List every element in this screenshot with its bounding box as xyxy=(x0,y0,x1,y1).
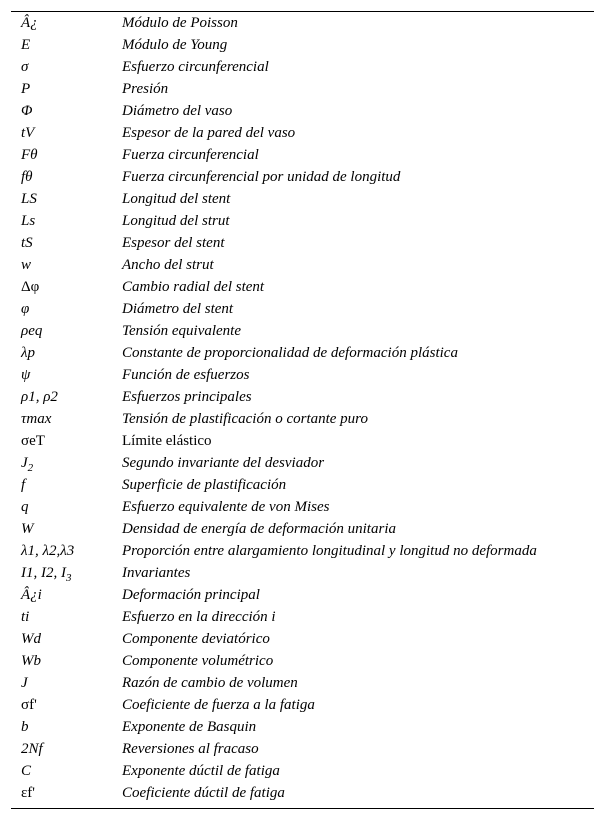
symbol-cell xyxy=(11,518,121,540)
symbol-text: ti xyxy=(21,609,30,625)
description-cell: Esfuerzo circunferencial xyxy=(122,59,269,75)
symbol-cell xyxy=(11,166,121,188)
table-row xyxy=(11,738,594,760)
symbol-cell xyxy=(11,254,121,276)
description-cell: Proporción entre alargamiento longitudinal y longitud no deformada xyxy=(122,543,537,559)
symbol-text: tV xyxy=(21,125,35,141)
description-cell: Tensión equivalente xyxy=(122,323,242,339)
symbol-cell xyxy=(11,100,121,122)
symbol-cell xyxy=(11,408,121,430)
table-row xyxy=(11,144,594,166)
table-row xyxy=(11,760,594,782)
symbol-cell xyxy=(11,276,121,298)
symbol-text: w xyxy=(21,257,32,273)
table-row xyxy=(11,562,594,584)
table-row xyxy=(11,100,594,122)
symbol-text: Δφ xyxy=(21,279,40,295)
symbol-cell xyxy=(11,34,121,56)
table-row xyxy=(11,342,594,364)
symbol-cell xyxy=(11,782,121,804)
description-cell: Longitud del strut xyxy=(122,213,230,229)
description-cell: Razón de cambio de volumen xyxy=(122,675,298,691)
symbol-text: W xyxy=(21,521,34,537)
description-cell: Reversiones al fracaso xyxy=(122,741,259,757)
symbol-text: C xyxy=(21,763,32,779)
symbol-cell xyxy=(11,584,121,606)
symbol-cell xyxy=(11,122,121,144)
symbol-text: b xyxy=(21,719,29,735)
description-cell: Ancho del strut xyxy=(122,257,214,273)
table-row xyxy=(11,694,594,716)
symbol-cell xyxy=(11,496,121,518)
description-cell: Módulo de Young xyxy=(122,37,228,53)
symbol-text: LS xyxy=(21,191,37,207)
symbol-text: P xyxy=(21,81,31,97)
symbol-text: Â¿i xyxy=(21,587,42,603)
table-row xyxy=(11,628,594,650)
description-cell: Invariantes xyxy=(122,565,191,581)
symbol-text: Wd xyxy=(21,631,41,647)
table-row xyxy=(11,408,594,430)
nomenclature-table xyxy=(11,12,594,804)
symbol-cell xyxy=(11,144,121,166)
description-cell: Presión xyxy=(122,81,169,97)
description-cell: Cambio radial del stent xyxy=(122,279,265,295)
description-cell: Módulo de Poisson xyxy=(122,15,238,31)
description-cell: Esfuerzo en la dirección i xyxy=(122,609,276,625)
table-row xyxy=(11,254,594,276)
symbol-cell xyxy=(11,56,121,78)
description-cell: Fuerza circunferencial xyxy=(122,147,259,163)
symbol-cell xyxy=(11,540,121,562)
table-row xyxy=(11,78,594,100)
symbol-text: Φ xyxy=(21,103,33,119)
table-row xyxy=(11,232,594,254)
table-row xyxy=(11,166,594,188)
description-cell: Límite elástico xyxy=(122,433,212,449)
symbol-text: E xyxy=(21,37,31,53)
symbol-text: τmax xyxy=(21,411,52,427)
symbol-text: ρ1, ρ2 xyxy=(21,389,58,405)
nomenclature-table-body xyxy=(11,12,594,804)
symbol-text: σeT xyxy=(21,433,45,449)
symbol-text: λp xyxy=(21,345,35,361)
description-cell: Superficie de plastificación xyxy=(122,477,287,493)
symbol-cell xyxy=(11,12,121,34)
description-cell: Exponente dúctil de fatiga xyxy=(122,763,280,779)
table-row xyxy=(11,782,594,804)
table-row xyxy=(11,122,594,144)
table-row xyxy=(11,320,594,342)
symbol-cell xyxy=(11,738,121,760)
symbol-text: εf' xyxy=(21,785,35,801)
symbol-cell xyxy=(11,210,121,232)
symbol-cell xyxy=(11,298,121,320)
symbol-text: Â¿ xyxy=(21,15,38,31)
symbol-cell xyxy=(11,606,121,628)
symbol-text: 2Nf xyxy=(21,741,43,757)
symbol-text: f xyxy=(21,477,26,493)
symbol-cell xyxy=(11,694,121,716)
table-row xyxy=(11,474,594,496)
description-cell: Esfuerzo equivalente de von Mises xyxy=(122,499,330,515)
table-row xyxy=(11,386,594,408)
description-cell: Fuerza circunferencial por unidad de longitud xyxy=(122,169,401,185)
description-cell: Componente volumétrico xyxy=(122,653,274,669)
table-row xyxy=(11,34,594,56)
description-cell: Diámetro del vaso xyxy=(122,103,233,119)
symbol-cell xyxy=(11,78,121,100)
description-cell: Deformación principal xyxy=(122,587,260,603)
symbol-cell xyxy=(11,716,121,738)
symbol-text: λ1, λ2,λ3 xyxy=(21,543,75,559)
symbol-cell xyxy=(11,474,121,496)
description-cell: Densidad de energía de deformación unitaria xyxy=(122,521,396,537)
description-cell: Tensión de plastificación o cortante puro xyxy=(122,411,368,427)
symbol-text: φ xyxy=(21,301,30,317)
symbol-text: ρeq xyxy=(21,323,43,339)
symbol-cell xyxy=(11,364,121,386)
symbol-subscript: 3 xyxy=(66,572,72,584)
symbol-cell xyxy=(11,188,121,210)
description-cell: Constante de proporcionalidad de deformación plástica xyxy=(122,345,458,361)
description-cell: Segundo invariante del desviador xyxy=(122,455,325,471)
description-cell: Función de esfuerzos xyxy=(122,367,250,383)
symbol-text: Fθ xyxy=(21,147,38,163)
symbol-cell xyxy=(11,430,121,452)
table-row xyxy=(11,430,594,452)
symbol-text: σf' xyxy=(21,697,37,713)
symbol-text: Ls xyxy=(21,213,36,229)
table-row xyxy=(11,298,594,320)
symbol-text: J xyxy=(21,455,28,471)
table-row xyxy=(11,210,594,232)
table-row xyxy=(11,650,594,672)
table-row xyxy=(11,56,594,78)
symbol-text: tS xyxy=(21,235,33,251)
symbol-text: q xyxy=(21,499,29,515)
symbol-text: Wb xyxy=(21,653,41,669)
table-row xyxy=(11,452,594,474)
description-cell: Longitud del stent xyxy=(122,191,231,207)
symbol-text: ψ xyxy=(21,367,31,383)
table-row xyxy=(11,364,594,386)
table-row xyxy=(11,584,594,606)
symbol-text: J xyxy=(21,675,28,691)
symbol-text: fθ xyxy=(21,169,33,185)
symbol-cell xyxy=(11,628,121,650)
table-row xyxy=(11,188,594,210)
description-cell: Esfuerzos principales xyxy=(122,389,252,405)
description-cell: Coeficiente de fuerza a la fatiga xyxy=(122,697,315,713)
symbol-cell xyxy=(11,320,121,342)
symbol-text: I1, I2, I xyxy=(21,565,66,581)
nomenclature-table-container xyxy=(11,11,594,809)
description-cell: Diámetro del stent xyxy=(122,301,234,317)
description-cell: Exponente de Basquin xyxy=(122,719,257,735)
table-row xyxy=(11,716,594,738)
symbol-cell xyxy=(11,342,121,364)
table-row xyxy=(11,276,594,298)
symbol-cell xyxy=(11,386,121,408)
symbol-cell xyxy=(11,672,121,694)
symbol-cell xyxy=(11,650,121,672)
symbol-subscript: 2 xyxy=(27,462,34,474)
table-row xyxy=(11,672,594,694)
table-row xyxy=(11,496,594,518)
description-cell: Espesor del stent xyxy=(122,235,225,251)
table-row xyxy=(11,12,594,34)
description-cell: Componente deviatórico xyxy=(122,631,270,647)
description-cell: Coeficiente dúctil de fatiga xyxy=(122,785,285,801)
symbol-cell xyxy=(11,562,121,584)
symbol-cell xyxy=(11,760,121,782)
symbol-cell xyxy=(11,232,121,254)
description-cell: Espesor de la pared del vaso xyxy=(122,125,296,141)
table-row xyxy=(11,540,594,562)
table-row xyxy=(11,518,594,540)
table-row xyxy=(11,606,594,628)
symbol-text: σ xyxy=(21,59,29,75)
symbol-cell xyxy=(11,452,121,474)
